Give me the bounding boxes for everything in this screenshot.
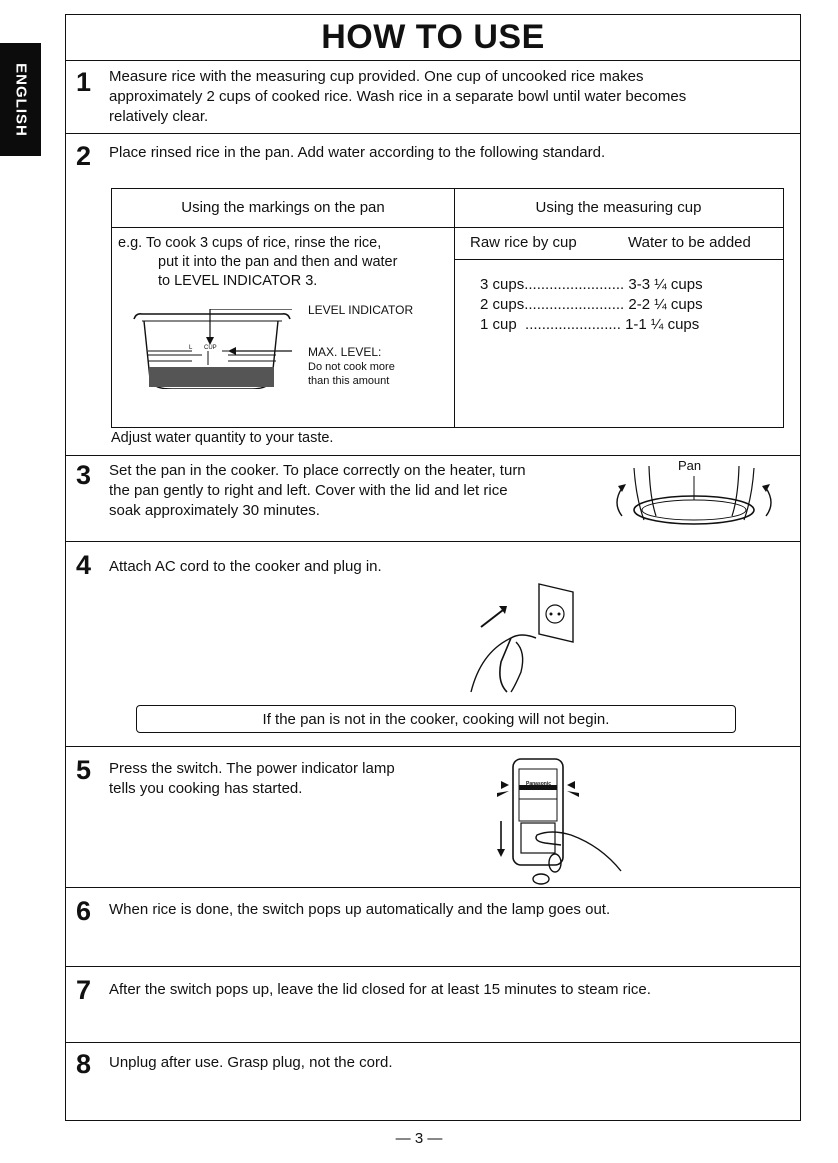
- adjust-note: Adjust water quantity to your taste.: [111, 430, 334, 446]
- step-1: [66, 61, 800, 134]
- step-number: 5: [76, 755, 92, 785]
- table-row: 2 cups........................ 2-2 ¼ cups: [480, 296, 703, 313]
- text-line: relatively clear.: [109, 108, 209, 125]
- unit-l-label: L: [189, 345, 193, 351]
- text-line: Set the pan in the cooker. To place correctly on the heater, turn: [109, 462, 526, 479]
- step-7: [66, 967, 800, 1043]
- text-line: put it into the pan and then and water: [158, 254, 398, 270]
- step-5: [66, 747, 800, 888]
- text-line: the pan gently to right and left. Cover with the lid and let rice: [109, 482, 508, 499]
- step-4: [66, 542, 800, 747]
- language-tab-label: ENGLISH: [12, 62, 29, 137]
- water-table-rows: [480, 275, 703, 335]
- text-line: Measure rice with the measuring cup provided. One cup of uncooked rice makes: [109, 68, 644, 85]
- step-text: Attach AC cord to the cooker and plug in.: [109, 558, 382, 575]
- max-level-note: than this amount: [308, 375, 390, 387]
- step-number: 1: [76, 67, 92, 97]
- brand-label: Panasonic: [526, 781, 552, 787]
- step-number: 3: [76, 460, 92, 490]
- table-row: 1 cup ....................... 1-1 ¼ cups: [480, 316, 700, 333]
- instruction-frame: [65, 14, 801, 1121]
- step-text: Unplug after use. Grasp plug, not the cord.: [109, 1054, 393, 1071]
- text-line: to LEVEL INDICATOR 3.: [158, 273, 318, 289]
- max-level-label: MAX. LEVEL:: [308, 345, 382, 359]
- step-text: [109, 461, 526, 521]
- page-number: — 3 —: [395, 1130, 443, 1147]
- step-text: Place rinsed rice in the pan. Add water according to the following standard.: [109, 144, 606, 161]
- step-8: [66, 1043, 800, 1120]
- level-indicator-label: LEVEL INDICATOR: [308, 303, 414, 317]
- step-text: When rice is done, the switch pops up automatically and the lamp goes out.: [109, 901, 611, 918]
- text-line: tells you cooking has started.: [109, 780, 303, 797]
- table-row: 3 cups........................ 3-3 ¼ cups: [480, 276, 703, 293]
- column-water: Water to be added: [628, 234, 751, 251]
- table-header-measuring-cup: Using the measuring cup: [535, 199, 702, 216]
- pan-label: Pan: [678, 458, 702, 473]
- text-line: Press the switch. The power indicator lamp: [109, 760, 395, 777]
- step-number: 2: [76, 141, 92, 171]
- text-line: approximately 2 cups of cooked rice. Wash rice in a separate bowl until water becomes: [109, 88, 687, 105]
- water-table: [111, 188, 784, 428]
- step-6: [66, 888, 800, 967]
- language-tab: [0, 43, 41, 156]
- step-text: [109, 759, 395, 799]
- table-header-pan-markings: Using the markings on the pan: [181, 199, 385, 216]
- step-number: 7: [76, 975, 92, 1005]
- text-line: e.g. To cook 3 cups of rice, rinse the rice,: [118, 235, 382, 251]
- step-number: 8: [76, 1049, 92, 1079]
- pan-warning-note: If the pan is not in the cooker, cooking will not begin.: [136, 705, 736, 733]
- step-text: After the switch pops up, leave the lid closed for at least 15 minutes to steam rice.: [109, 981, 651, 998]
- step-number: 4: [76, 550, 92, 580]
- column-raw-rice: Raw rice by cup: [470, 234, 577, 251]
- text-line: soak approximately 30 minutes.: [109, 502, 320, 519]
- step-2: [66, 134, 800, 456]
- max-level-note: Do not cook more: [308, 361, 395, 373]
- unit-cup-label: CUP: [204, 345, 217, 351]
- plug-in-illustration: [441, 582, 581, 702]
- step-3: [66, 456, 800, 542]
- page-title: HOW TO USE: [66, 15, 800, 61]
- example-text: [118, 234, 448, 291]
- step-number: 6: [76, 896, 92, 926]
- switch-press-illustration: [461, 751, 631, 886]
- step-text: [109, 67, 686, 127]
